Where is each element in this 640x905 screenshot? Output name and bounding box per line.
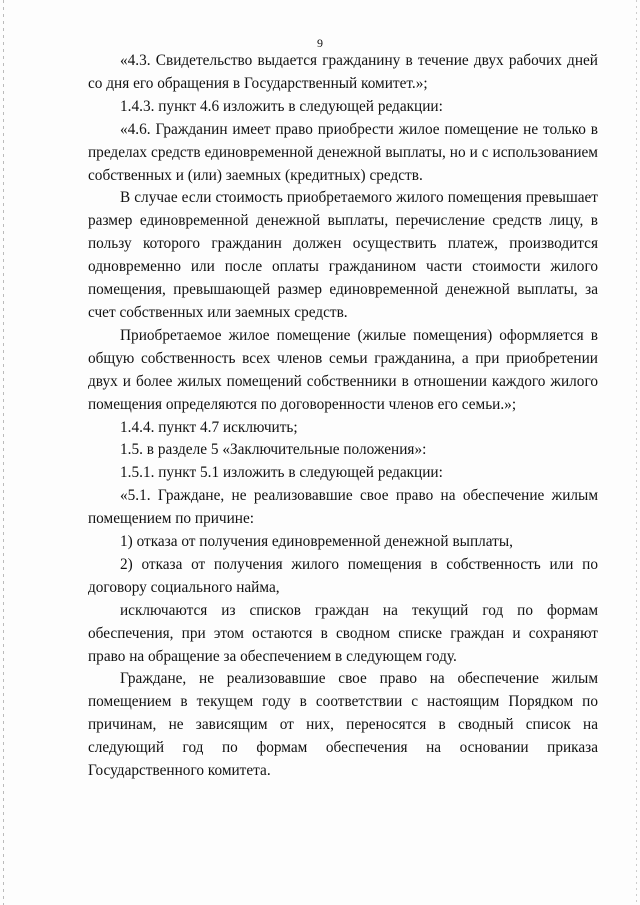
page-number: 9 xyxy=(317,36,323,50)
paragraph-transfer: Граждане, не реализовавшие свое право на обеспечение жилым помещением в текущем году в соответствии с настоящим Порядком по причинам, не зависящим от них, переносятся в сводный список на следующий год по формам обеспечения на основании приказа Государственного комитета. xyxy=(88,670,598,780)
scan-edge-left xyxy=(3,0,4,905)
paragraph-1-4-4: 1.4.4. пункт 4.7 исключить; xyxy=(120,418,298,436)
document-body xyxy=(88,50,598,783)
paragraph-excluded: исключаются из списков граждан на текущий год по формам обеспечения, при этом остаются в сводном списке граждан и сохраняют право на обращение за обеспечением в следующем году. xyxy=(88,601,598,665)
paragraph-1-5: 1.5. в разделе 5 «Заключительные положения»: xyxy=(120,441,427,459)
paragraph-4-6: «4.6. Гражданин имеет право приобрести жилое помещение не только в пределах средств единовременной денежной выплаты, но и с использованием собственных и (или) заемных (кредитных) средств. xyxy=(88,120,598,184)
paragraph-1-5-1: 1.5.1. пункт 5.1 изложить в следующей редакции: xyxy=(120,464,443,482)
paragraph-payment-case: В случае если стоимость приобретаемого жилого помещения превышает размер единовременной денежной выплаты, перечисление средств лицу, в пользу которого гражданин должен осуществить платеж, производится одновременно или после оплаты гражданином части стоимости жилого помещения, превышающей размер единовременной денежной выплаты, за счет собственных или заемных средств. xyxy=(88,189,598,321)
scan-edge-right xyxy=(636,0,637,905)
list-item-2: 2) отказа от получения жилого помещения в собственность или по договору социального найма, xyxy=(88,555,598,596)
list-item-1: 1) отказа от получения единовременной денежной выплаты, xyxy=(120,533,513,551)
paragraph-4-3: «4.3. Свидетельство выдается гражданину в течение двух рабочих дней со дня его обращения в Государственный комитет.»; xyxy=(88,52,598,92)
paragraph-5-1: «5.1. Граждане, не реализовавшие свое право на обеспечение жилым помещением по причине: xyxy=(88,487,598,528)
paragraph-1-4-3: 1.4.3. пункт 4.6 изложить в следующей редакции: xyxy=(120,97,443,115)
paragraph-ownership: Приобретаемое жилое помещение (жилые помещения) оформляется в общую собственность всех членов семьи гражданина, а при приобретении двух и более жилых помещений собственники в отношении каждого жилого помещения определяются по договоренности членов его семьи.»; xyxy=(88,326,598,413)
